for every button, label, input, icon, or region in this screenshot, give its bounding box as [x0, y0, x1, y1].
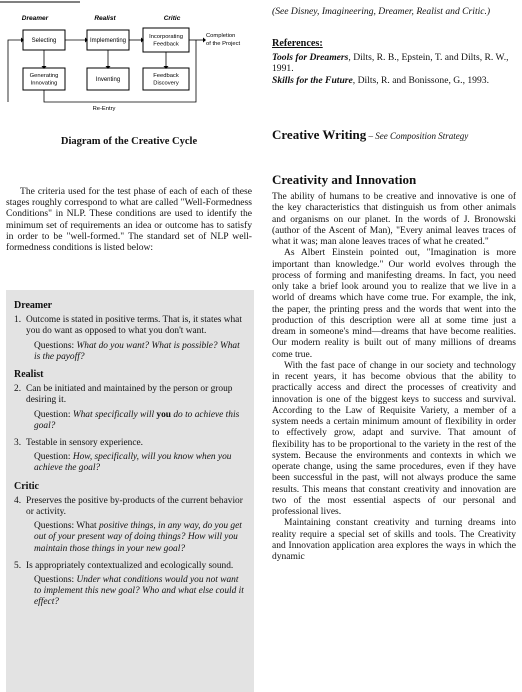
completion-label-2: of the Project [206, 41, 241, 47]
box-feedback-label: Feedback Discovery [153, 73, 179, 87]
question [34, 521, 246, 555]
list-item: 5. Is appropriately contextualized and ecologically sound. [14, 560, 234, 571]
creative-writing-heading [272, 126, 516, 144]
question [34, 341, 246, 363]
question-text: How, specifically, will you know when you achieve the goal? [34, 452, 232, 474]
section-body [272, 192, 516, 563]
intro-paragraph [6, 186, 252, 253]
reference-item [272, 75, 512, 87]
question-label: Questions: [34, 340, 75, 351]
list-item: 4. Preserves the positive by-products of the current behavior or activity. [14, 496, 246, 518]
list-item: 2. Can be initiated and maintained by the person or group desiring it. [14, 384, 246, 406]
paragraph: Maintaining constant creativity and turning dreams into reality require a special set of skills and tools. The Creativity and Innovation application area explores the ways in which the dynamic [272, 518, 516, 562]
reference-item [272, 52, 512, 75]
box-generating-label: Generating Innovating [29, 73, 59, 87]
label-critic: Critic [163, 15, 181, 22]
reentry-label: Re-Entry [92, 106, 116, 112]
reference-details: , Dilts, R. B., Epstein, T. and Dilts, R. W., 1991. [272, 51, 509, 75]
item-text: Is appropriately contextualized and ecologically sound. [26, 560, 234, 571]
list-item: 3. Testable in sensory experience. [14, 438, 144, 449]
completion-label: Completion [206, 33, 236, 39]
question [34, 452, 246, 474]
paragraph: The ability of humans to be creative and innovative is one of the key characteristics that distinguish us from other animals and organisms on our planet. In the words of J. Bronowski (author of the Ascent of Man), "Every animal leaves traces of what it was; man alone leaves traces of what he created." [272, 192, 516, 247]
references [272, 38, 512, 86]
category-dreamer: Dreamer [14, 300, 53, 311]
box-generating [23, 68, 65, 90]
question-label: Questions: What [34, 521, 97, 532]
item-text: Can be initiated and maintained by the person or group desiring it. [26, 384, 233, 406]
question-text: positive things, in any way, do you get out of your present way of doing things? How will you maintain those things in your new goal? [34, 521, 242, 554]
question-text: What specifically will [72, 409, 155, 420]
category-critic: Critic [14, 480, 39, 492]
box-implementing-label: Implementing [89, 38, 127, 44]
box-selecting-label: Selecting [31, 38, 57, 44]
list-item: 1. Outcome is stated in positive terms. That is, it states what you do want as opposed to what you don't want. [14, 315, 246, 337]
question-text: do to achieve this goal? [34, 409, 240, 431]
intro-text: The criteria used for the test phase of each of each of these stages roughly correspond to what are called "Well-Formedness Conditions" in NLP. These conditions are used to identify the minimum set of requirements an idea or outcome has to satisfy in order to be "well-formed." The standard set of NLP well-formedness conditions is listed below: [6, 186, 252, 254]
item-text: Preserves the positive by-products of the current behavior or activity. [26, 495, 243, 518]
reference-details: , Dilts, R. and Bonissone, G., 1993. [352, 74, 489, 86]
question-label: Question: [34, 452, 71, 463]
diagram-title: Diagram of the Creative Cycle [60, 136, 198, 147]
box-feedback [143, 68, 189, 90]
references-heading: References: [272, 38, 323, 49]
item-text: Outcome is stated in positive terms. That is, it states what you do want as opposed to what you don't want. [26, 315, 242, 337]
box-inventing-label: Inventing [95, 77, 121, 83]
question [34, 575, 246, 609]
label-realist: Realist [94, 15, 116, 22]
box-incorporating-label: Incorporating Feedback [149, 34, 183, 48]
section-title: Creativity and Innovation [272, 172, 417, 187]
paragraph: As Albert Einstein pointed out, "Imagination is more important than knowledge." Our world evolves through the process of forming and manifesting dreams. In fact, you need only take a brief look around you to realize that we live in a world of dreams which have come true. For example, the ink, the paper, the printing press and the words that went into the production of this description were all at some time just a dream in someone's mind—dreams that have become realities. Our modern reality is built out of many millions of dreams come true. [272, 248, 516, 360]
question-label: Question: [34, 409, 71, 420]
paragraph: With the fast pace of change in our society and technology in recent years, it has become obvious that the ability to practically access and direct the processes of creativity and innovation is one of the biggest keys to success and survival. According to the Law of Requisite Variety, a member of a system needs a certain minimum amount of flexibility in order to effectively grow, adapt and survive. That amount of flexibility has to be proportional to the variety in the rest of the system. Because the environments and contexts in which we operate change, using the same procedures, even if they have been successful in the past, will not always produce the same results. This means that constant creativity and innovation are two of the most essential aspects of our personal and professional lives. [272, 360, 516, 517]
question-text: What do you want? What is possible? What is the payoff? [34, 340, 240, 362]
reference-title: Skills for the Future [272, 74, 353, 86]
question-label: Questions: [34, 575, 75, 586]
entry-heading: Creative Writing [272, 127, 367, 142]
item-text: Testable in sensory experience. [26, 438, 144, 449]
question [34, 410, 246, 432]
creative-cycle-diagram [0, 0, 258, 112]
see-reference: – See Composition Strategy [366, 131, 469, 141]
criteria-box [6, 290, 254, 692]
question-text: Under what conditions would you not want to implement this new goal? Who and what else could it effect? [34, 575, 244, 608]
reference-title: Tools for Dreamers [272, 51, 349, 63]
question-emphasis: you [156, 409, 171, 420]
see-also: (See Disney, Imagineering, Dreamer, Realist and Critic.) [272, 6, 491, 17]
category-realist: Realist [14, 369, 44, 381]
label-dreamer: Dreamer [21, 15, 49, 22]
box-incorporating [143, 28, 189, 52]
